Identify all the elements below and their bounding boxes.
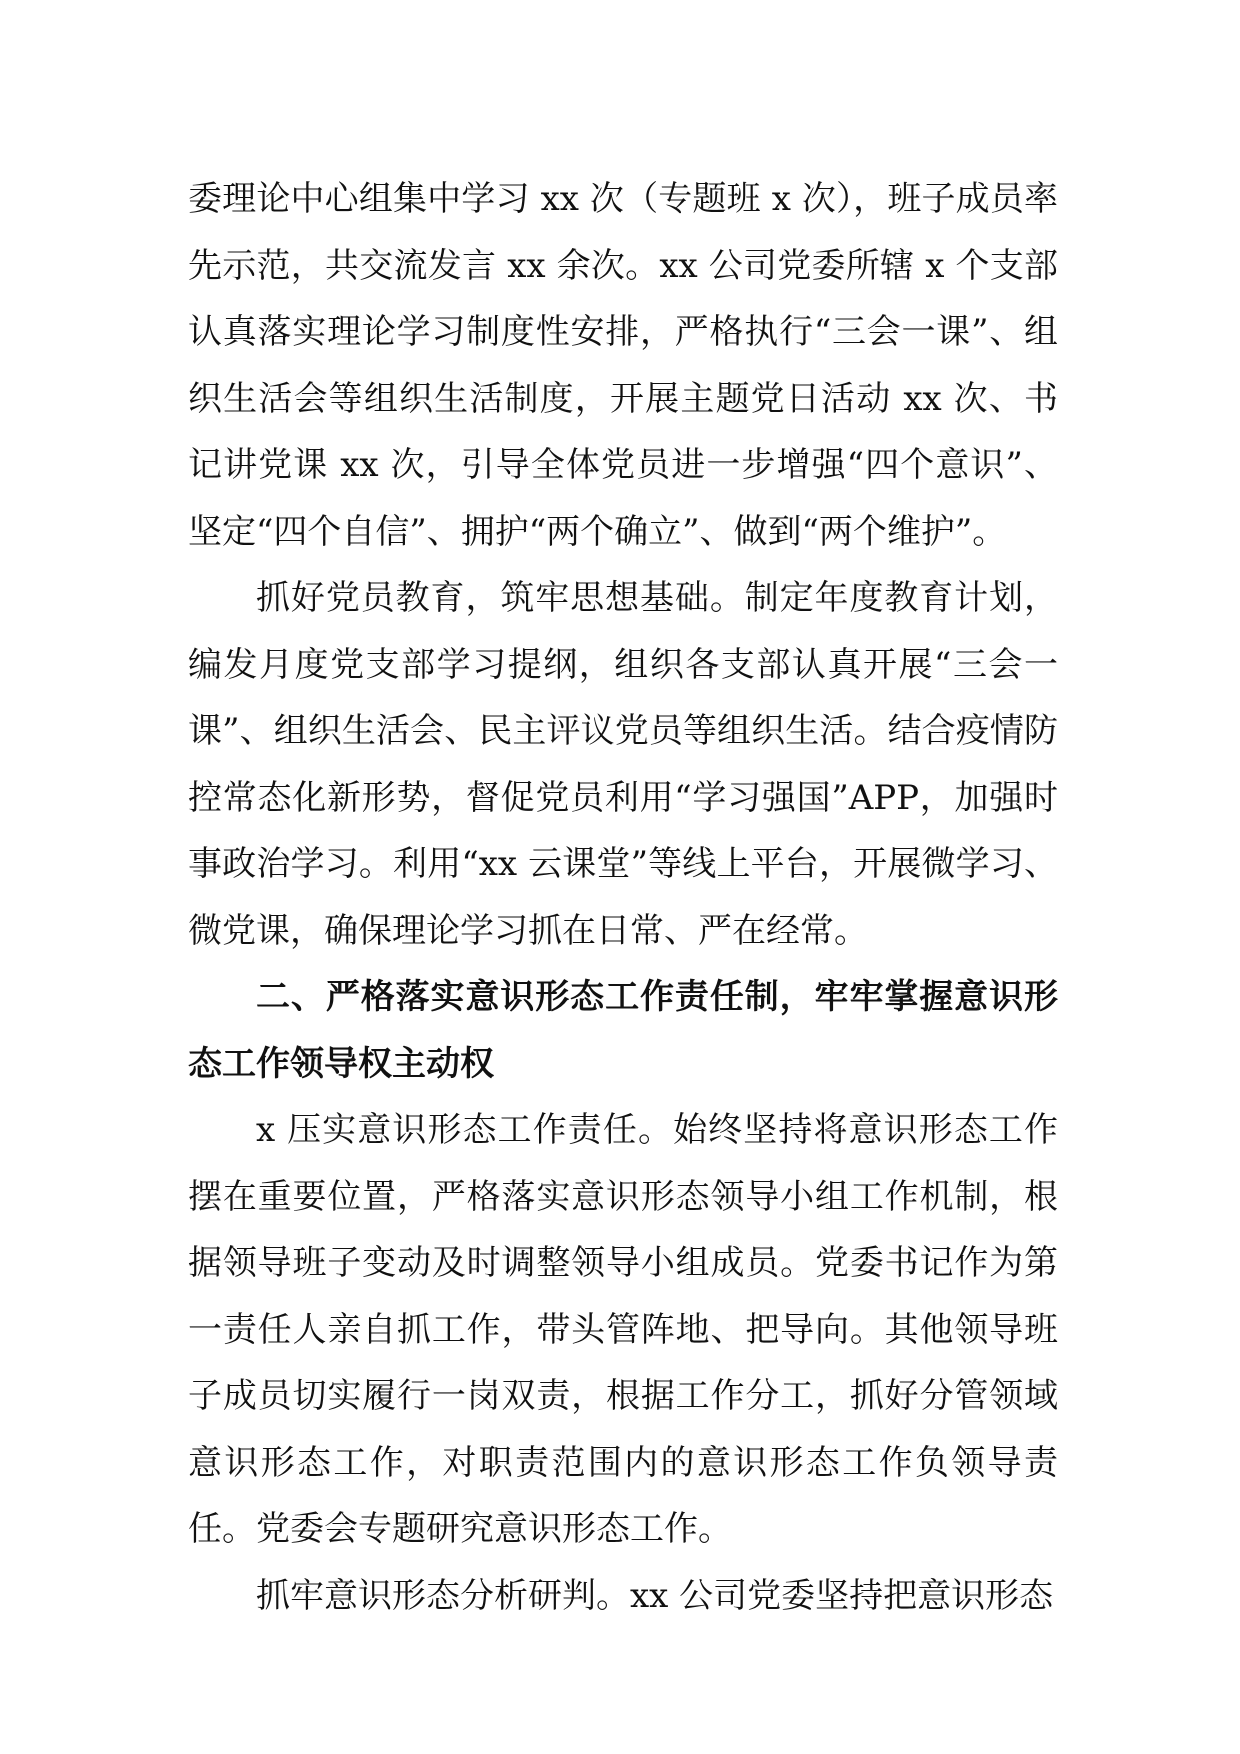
body-paragraph-2: 抓好党员教育，筑牢思想基础。制定年度教育计划，编发月度党支部学习提纲，组织各支部认真开展“三会一课”、组织生活会、民主评议党员等组织生活。结合疫情防控常态化新形势，督促党员利用“学习强国”APP，加强时事政治学习。利用“xx 云课堂”等线上平台，开展微学习、微党课，确保理论学习抓在日常、严在经常。 — [188, 578, 1058, 951]
section-heading: 二、严格落实意识形态工作责任制，牢牢掌握意识形态工作领导权主动权 — [188, 977, 1058, 1084]
body-paragraph-3: x 压实意识形态工作责任。始终坚持将意识形态工作摆在重要位置，严格落实意识形态领导小组工作机制，根据领导班子变动及时调整领导小组成员。党委书记作为第一责任人亲自抓工作，带头管阵地、把导向。其他领导班子成员切实履行一岗双责，根据工作分工，抓好分管领域意识形态工作，对职责范围内的意识形态工作负领导责任。党委会专题研究意识形态工作。 — [188, 1110, 1058, 1549]
document-body — [188, 166, 1058, 1629]
body-paragraph-4: 抓牢意识形态分析研判。xx 公司党委坚持把意识形态 — [256, 1575, 1054, 1616]
body-paragraph-1: 委理论中心组集中学习 xx 次（专题班 x 次），班子成员率先示范，共交流发言 xx 余次。xx 公司党委所辖 x 个支部认真落实理论学习制度性安排，严格执行“三会一课”、组织生活会等组织生活制度，开展主题党日活动 xx 次、书记讲党课 xx 次，引导全体党员进一步增强“四个意识”、坚定“四个自信”、拥护“两个确立”、做到“两个维护”。 — [188, 179, 1058, 552]
